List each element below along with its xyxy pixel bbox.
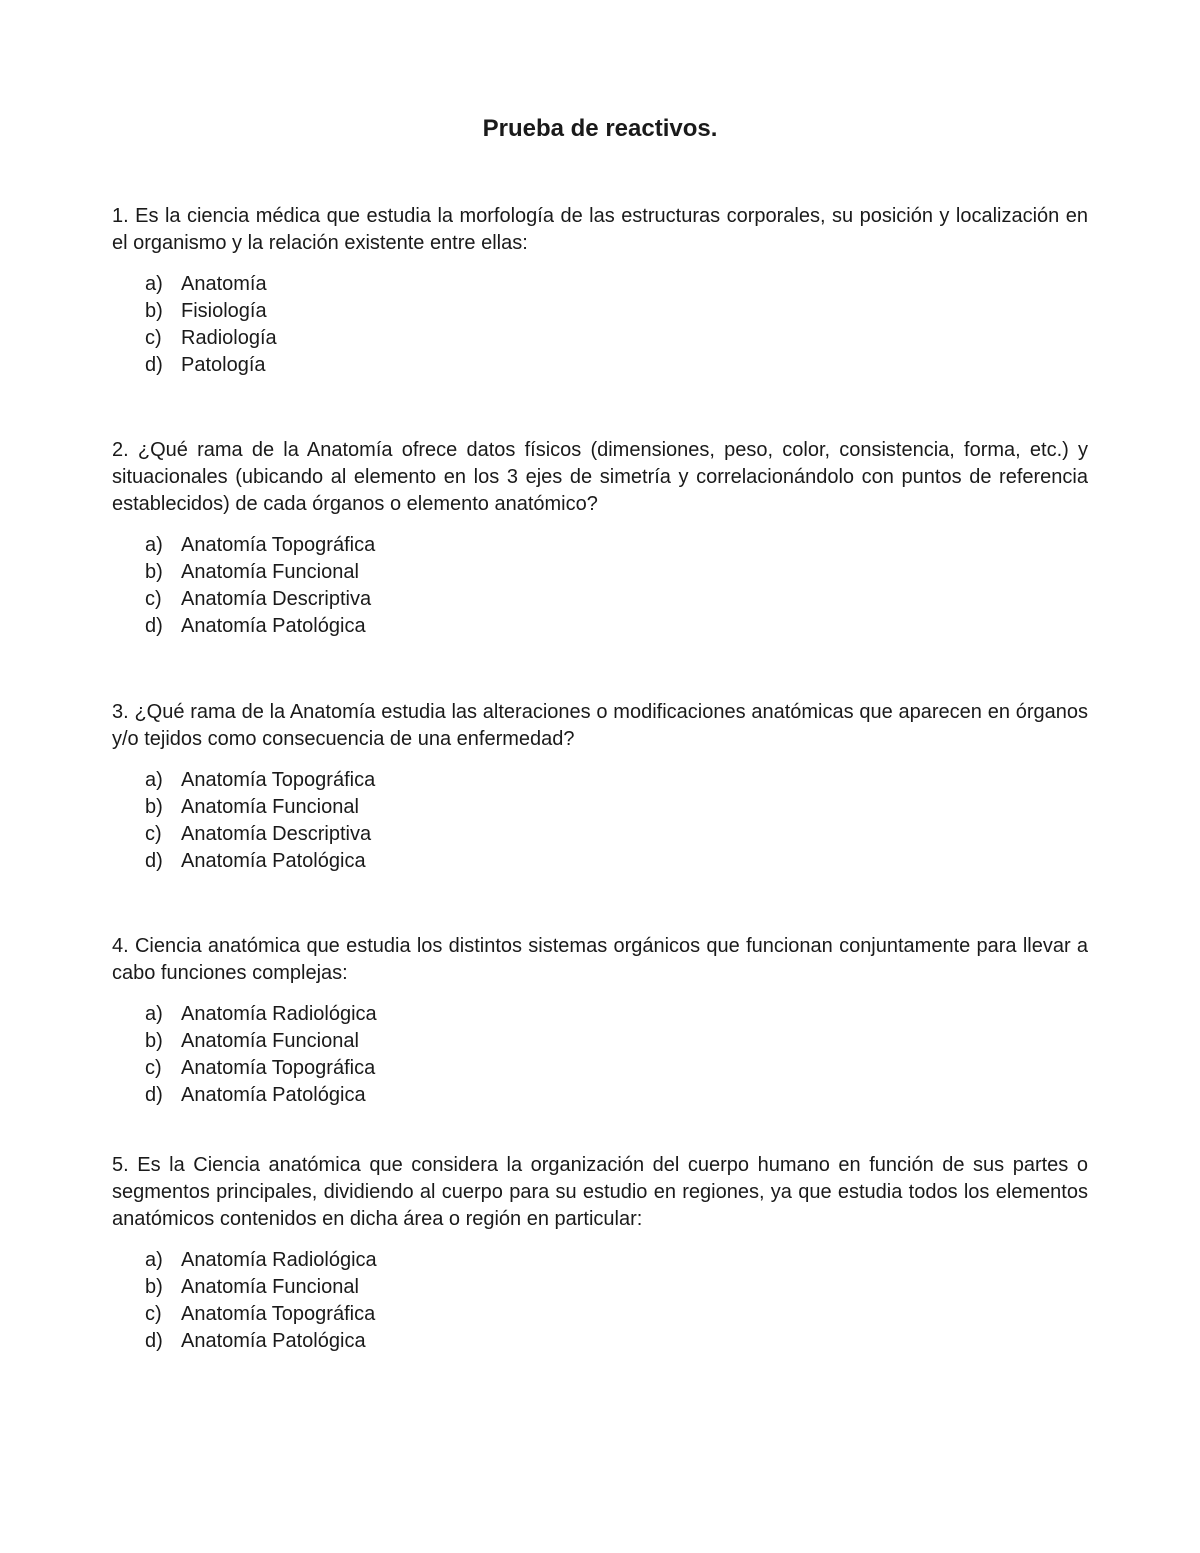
option-d: [145, 848, 1088, 875]
option-letter: d): [145, 1084, 163, 1106]
option-letter: b): [145, 1030, 163, 1052]
option-label: Anatomía Patológica: [181, 1084, 366, 1106]
option-c: [145, 1055, 1088, 1082]
option-d: [145, 1328, 1088, 1355]
option-label: Anatomía Descriptiva: [181, 588, 372, 610]
option-list: [112, 767, 1088, 875]
option-letter: a): [145, 534, 163, 556]
option-list: [112, 532, 1088, 640]
option-letter: d): [145, 850, 163, 872]
option-label: Anatomía Patológica: [181, 615, 366, 637]
option-label: Fisiología: [181, 300, 267, 322]
option-d: [145, 1082, 1088, 1109]
option-d: [145, 352, 1088, 379]
option-letter: c): [145, 327, 162, 349]
question-2: [112, 437, 1088, 640]
option-a: [145, 1247, 1088, 1274]
option-letter: a): [145, 769, 163, 791]
option-label: Anatomía Funcional: [181, 796, 359, 818]
question-5: [112, 1152, 1088, 1355]
option-label: Anatomía Topográfica: [181, 769, 376, 791]
option-c: [145, 1301, 1088, 1328]
option-label: Patología: [181, 354, 266, 376]
question-3: [112, 699, 1088, 875]
option-a: [145, 271, 1088, 298]
question-text: 2. ¿Qué rama de la Anatomía ofrece datos físicos (dimensiones, peso, color, consistencia, forma, etc.) y situacionales (ubicando al elemento en los 3 ejes de simetría y correlacionándolo con puntos de referencia establecidos) de cada órganos o elemento anatómico?: [112, 439, 1088, 515]
option-letter: c): [145, 1303, 162, 1325]
option-letter: d): [145, 615, 163, 637]
option-a: [145, 767, 1088, 794]
option-c: [145, 586, 1088, 613]
option-d: [145, 613, 1088, 640]
option-b: [145, 794, 1088, 821]
option-label: Anatomía: [181, 273, 267, 295]
question-text: 4. Ciencia anatómica que estudia los distintos sistemas orgánicos que funcionan conjuntamente para llevar a cabo funciones complejas:: [112, 935, 1088, 984]
question-text: 3. ¿Qué rama de la Anatomía estudia las alteraciones o modificaciones anatómicas que aparecen en órganos y/o tejidos como consecuencia de una enfermedad?: [112, 701, 1088, 750]
option-letter: c): [145, 1057, 162, 1079]
option-label: Anatomía Funcional: [181, 1030, 359, 1052]
option-a: [145, 532, 1088, 559]
option-label: Anatomía Topográfica: [181, 534, 376, 556]
option-c: [145, 325, 1088, 352]
question-text: 5. Es la Ciencia anatómica que considera la organización del cuerpo humano en función de sus partes o segmentos principales, dividiendo al cuerpo para su estudio en regiones, ya que estudia todos los elementos anatómicos contenidos en dicha área o región en particular:: [112, 1154, 1088, 1230]
question-4: [112, 933, 1088, 1109]
option-letter: d): [145, 1330, 163, 1352]
option-letter: d): [145, 354, 163, 376]
option-label: Anatomía Topográfica: [181, 1303, 376, 1325]
option-b: [145, 1274, 1088, 1301]
option-label: Radiología: [181, 327, 277, 349]
option-letter: b): [145, 796, 163, 818]
option-label: Anatomía Funcional: [181, 1276, 359, 1298]
option-letter: a): [145, 1249, 163, 1271]
question-text: 1. Es la ciencia médica que estudia la morfología de las estructuras corporales, su posición y localización en el organismo y la relación existente entre ellas:: [112, 205, 1088, 254]
option-a: [145, 1001, 1088, 1028]
option-label: Anatomía Radiológica: [181, 1003, 377, 1025]
page-title: Prueba de reactivos.: [482, 115, 718, 142]
option-letter: c): [145, 823, 162, 845]
option-b: [145, 298, 1088, 325]
option-letter: b): [145, 561, 163, 583]
option-letter: a): [145, 1003, 163, 1025]
question-1: [112, 203, 1088, 379]
option-list: [112, 271, 1088, 379]
option-c: [145, 821, 1088, 848]
option-letter: a): [145, 273, 163, 295]
option-label: Anatomía Radiológica: [181, 1249, 377, 1271]
option-letter: b): [145, 1276, 163, 1298]
option-label: Anatomía Descriptiva: [181, 823, 372, 845]
option-letter: b): [145, 300, 163, 322]
option-list: [112, 1001, 1088, 1109]
option-b: [145, 559, 1088, 586]
option-label: Anatomía Patológica: [181, 850, 366, 872]
option-label: Anatomía Funcional: [181, 561, 359, 583]
option-label: Anatomía Patológica: [181, 1330, 366, 1352]
option-b: [145, 1028, 1088, 1055]
option-list: [112, 1247, 1088, 1355]
option-letter: c): [145, 588, 162, 610]
option-label: Anatomía Topográfica: [181, 1057, 376, 1079]
